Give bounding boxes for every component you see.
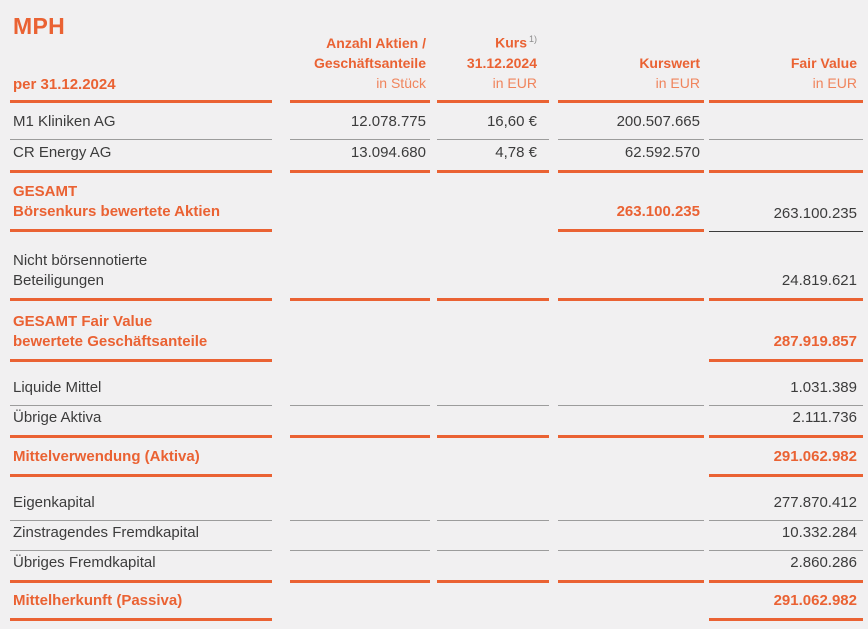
- value-cell: 2.111.736: [709, 408, 863, 438]
- value-cell: 1.031.389: [709, 378, 863, 406]
- row-label-line: M1 Kliniken AG: [13, 113, 116, 130]
- value-cell: 263.100.235: [709, 204, 863, 232]
- table-row: [10, 438, 868, 477]
- row-label-line: bewertete Geschäftsanteile: [13, 333, 208, 350]
- row-label: [10, 182, 272, 232]
- value-cell: 10.332.284: [709, 523, 863, 551]
- value-cell: [290, 398, 430, 406]
- column-header-line: Geschäftsanteile: [313, 55, 426, 71]
- row-label-line: Mittelverwendung (Aktiva): [13, 448, 200, 465]
- value-cell: [290, 224, 430, 232]
- row-label-line: GESAMT Fair Value: [13, 313, 153, 330]
- table-row: [10, 103, 868, 140]
- row-label-line: Zinstragendes Fremdkapital: [13, 524, 199, 541]
- value-cell: [290, 543, 430, 551]
- value-cell: [290, 513, 430, 521]
- table-row: [10, 140, 868, 173]
- row-label-line: Übrige Aktiva: [13, 409, 102, 426]
- column-unit: in EUR: [492, 75, 537, 91]
- column-header-line: 31.12.2024: [466, 55, 537, 71]
- row-label: [10, 112, 272, 140]
- value-cell: 263.100.235: [558, 202, 704, 232]
- value-cell: [437, 354, 549, 362]
- value-cell: [437, 291, 549, 301]
- column-header-line: Kurs $^{1)}$: [495, 34, 537, 51]
- table-row: [10, 583, 868, 621]
- value-cell: [558, 573, 704, 583]
- value-cell: 4,78 €: [437, 143, 549, 173]
- value-cell: [558, 354, 704, 362]
- column-header-fair-value: [709, 53, 863, 103]
- value-cell: [558, 613, 704, 621]
- row-label-line: Börsenkurs bewertete Aktien: [13, 203, 221, 220]
- row-label: [10, 447, 272, 477]
- value-cell: [437, 398, 549, 406]
- row-label-line: Übriges Fremdkapital: [13, 554, 156, 571]
- value-cell: [437, 469, 549, 477]
- value-cell: [558, 291, 704, 301]
- row-label: [10, 523, 272, 551]
- column-header-line: Kurswert: [639, 55, 700, 71]
- value-cell: [290, 613, 430, 621]
- row-label: [10, 143, 272, 173]
- table-row: [10, 301, 868, 362]
- value-cell: 277.870.412: [709, 493, 863, 521]
- row-label-line: Liquide Mittel: [13, 379, 102, 396]
- value-cell: 62.592.570: [558, 143, 704, 173]
- row-label: [10, 312, 272, 362]
- value-cell: [290, 573, 430, 583]
- row-label-line: Beteiligungen: [13, 272, 104, 289]
- row-label-line: Mittelherkunft (Passiva): [13, 592, 183, 609]
- table-row: [10, 173, 868, 232]
- value-cell: [290, 291, 430, 301]
- value-cell: [437, 513, 549, 521]
- header-label-cell: [10, 0, 272, 103]
- row-label-line: Nicht börsennotierte: [13, 252, 148, 269]
- column-header-kurswert: [558, 53, 704, 103]
- table-row: [10, 521, 868, 551]
- value-cell: 2.860.286: [709, 553, 863, 583]
- value-cell: [558, 428, 704, 438]
- value-cell: 16,60 €: [437, 112, 549, 140]
- row-label: [10, 591, 272, 621]
- table-body: [10, 103, 868, 621]
- row-label: [10, 493, 272, 521]
- row-label: [10, 553, 272, 583]
- value-cell: 291.062.982: [709, 447, 863, 477]
- footnote-marker: 1): [528, 34, 537, 45]
- row-label-line: Eigenkapital: [13, 494, 95, 511]
- row-label-line: CR Energy AG: [13, 144, 112, 161]
- column-header-kurs: [437, 29, 549, 103]
- value-cell: 200.507.665: [558, 112, 704, 140]
- value-cell: [290, 428, 430, 438]
- value-cell: [437, 428, 549, 438]
- table-row: [10, 232, 868, 301]
- value-cell: [558, 513, 704, 521]
- column-unit: in EUR: [812, 75, 857, 91]
- table-row: [10, 362, 868, 406]
- value-cell: [437, 573, 549, 583]
- row-label: [10, 408, 272, 438]
- column-unit: in EUR: [655, 75, 700, 91]
- row-label: [10, 251, 272, 301]
- value-cell: [437, 543, 549, 551]
- table-row: [10, 477, 868, 521]
- value-cell: [558, 469, 704, 477]
- value-cell: 24.819.621: [709, 271, 863, 301]
- column-unit: in Stück: [376, 75, 426, 91]
- table-row: [10, 551, 868, 583]
- row-label-line: GESAMT: [13, 183, 78, 200]
- value-cell: 13.094.680: [290, 143, 430, 173]
- column-header-anzahl: [290, 33, 430, 103]
- value-cell: [437, 224, 549, 232]
- value-cell: [290, 469, 430, 477]
- column-header-line: Anzahl Aktien /: [326, 35, 426, 51]
- table-header: [10, 0, 868, 103]
- column-header-line: Fair Value: [790, 55, 857, 71]
- value-cell: 287.919.857: [709, 332, 863, 362]
- value-cell: [558, 543, 704, 551]
- value-cell: [290, 354, 430, 362]
- page-title: MPH: [13, 13, 66, 39]
- value-cell: [709, 132, 863, 140]
- value-cell: 12.078.775: [290, 112, 430, 140]
- value-cell: [437, 613, 549, 621]
- value-cell: 291.062.982: [709, 591, 863, 621]
- value-cell: [558, 398, 704, 406]
- table-row: [10, 406, 868, 438]
- row-label: [10, 378, 272, 406]
- report-date: per 31.12.2024: [13, 76, 116, 93]
- value-cell: [709, 163, 863, 173]
